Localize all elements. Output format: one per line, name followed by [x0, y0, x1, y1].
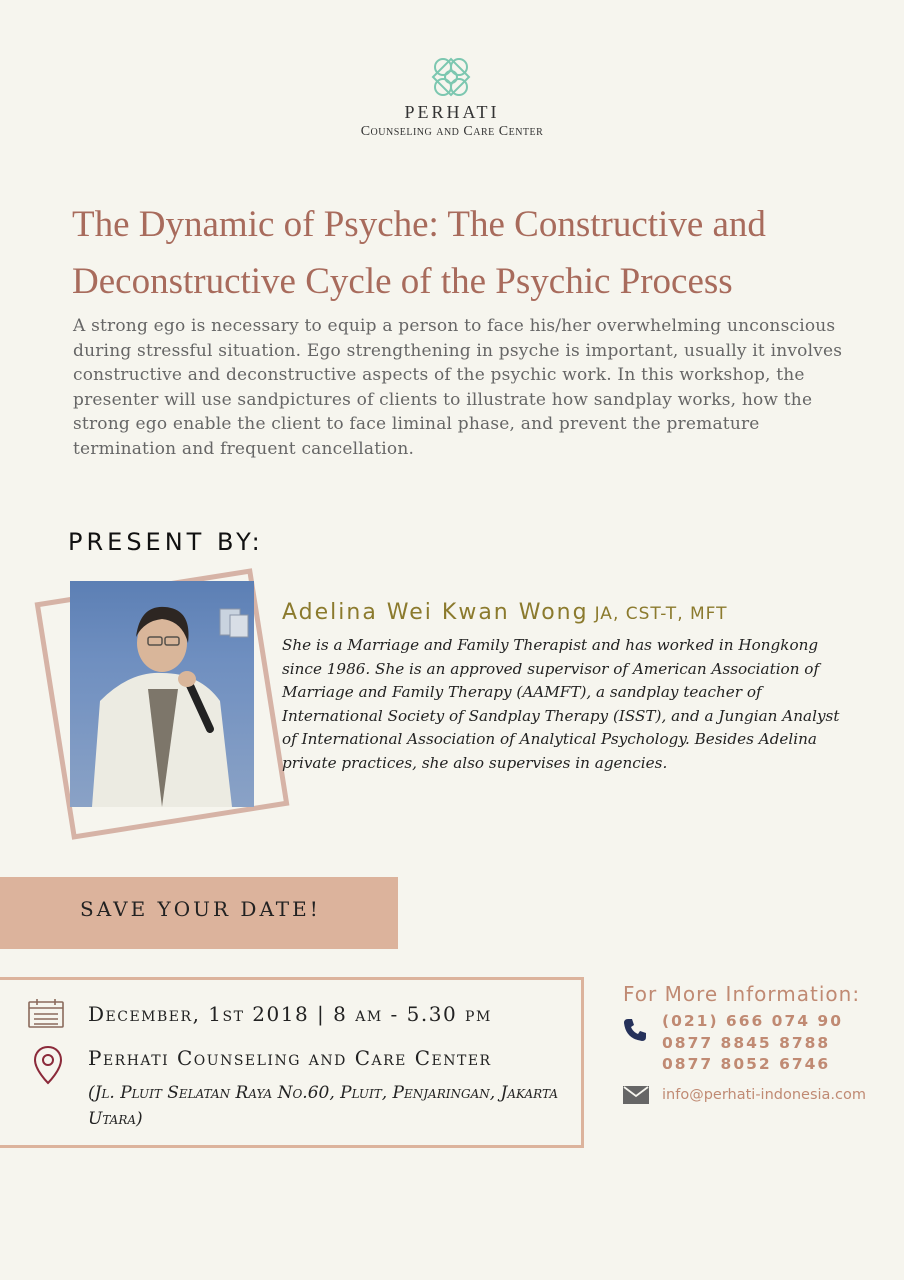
speaker-credentials: JA, CST-T, MFT — [594, 604, 728, 624]
presenter-photo-illustration — [70, 581, 254, 807]
speaker-bio: She is a Marriage and Family Therapist and has worked in Hongkong since 1986. She is an approved supervisor of American Association of Marriage and Family Therapy (AAMFT), a sandplay teacher of International Society of Sandplay Therapy (ISST), and a Jungian Analyst of International Association of Analytical Psychology. Besides Adelina private practices, she also supervises in agencies. — [282, 636, 840, 772]
speaker-name-text: Adelina Wei Kwan Wong — [282, 600, 589, 625]
event-venue: Perhati Counseling and Care Center — [88, 1046, 492, 1070]
location-pin-icon — [33, 1045, 63, 1085]
brand-name: PERHATI — [404, 102, 500, 122]
event-address: (Jl. Pluit Selatan Raya No.60, Pluit, Penjaringan, Jakarta Utara) — [88, 1083, 559, 1129]
contact-heading: For More Information: — [623, 982, 861, 1006]
celtic-knot-icon — [428, 55, 474, 99]
calendar-icon — [28, 998, 64, 1028]
phone-list — [662, 1011, 843, 1076]
speaker-name — [282, 600, 728, 625]
brand-subtitle: Counseling and Care Center — [360, 124, 544, 139]
phone-number[interactable]: (021) 666 074 90 — [662, 1012, 843, 1030]
phone-icon — [622, 1017, 648, 1043]
presenter-heading: PRESENT BY: — [68, 528, 264, 556]
phone-number[interactable]: 0877 8845 8788 — [662, 1033, 831, 1052]
presenter-photo — [70, 581, 254, 807]
event-date-time: December, 1st 2018 | 8 am - 5.30 pm — [88, 1002, 492, 1026]
phone-number[interactable]: 0877 8052 6746 — [662, 1055, 831, 1073]
workshop-title: The Dynamic of Psyche: The Constructive and Deconstructive Cycle of the Psychic Process — [72, 204, 766, 302]
mail-icon — [623, 1086, 649, 1104]
save-date-label: SAVE YOUR DATE! — [80, 897, 321, 921]
workshop-description: A strong ego is necessary to equip a person to face his/her overwhelming unconscious during stressful situation. Ego strengthening in psyche is important, usually it involves constructive and deconstructive aspects of the psychic work. In this workshop, the presenter will use sandpictures of clients to illustrate how sandplay works, how the strong ego enable the client to face liminal phase, and prevent the premature termination and frequent cancellation. — [73, 316, 843, 459]
contact-email[interactable]: info@perhati-indonesia.com — [662, 1087, 866, 1103]
